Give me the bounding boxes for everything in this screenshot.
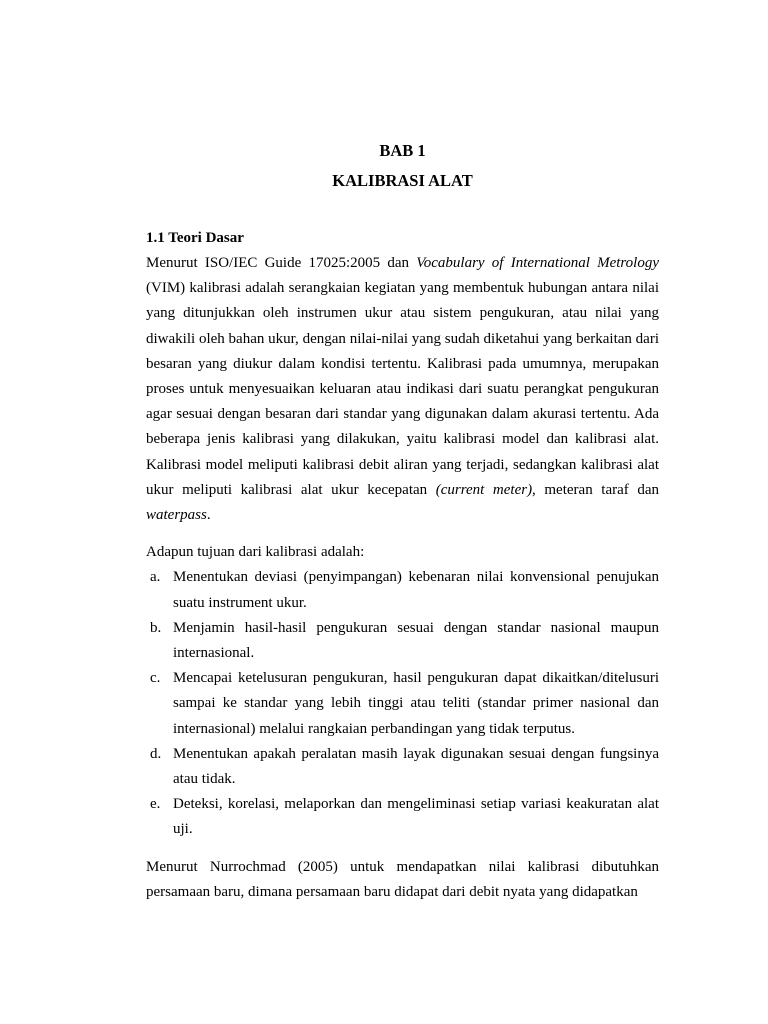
paragraph-text: Menurut ISO/IEC Guide 17025:2005 dan bbox=[146, 255, 417, 271]
chapter-number: BAB 1 bbox=[379, 141, 426, 160]
paragraph-text: ( bbox=[146, 280, 151, 297]
paragraph-text: meteran taraf dan bbox=[535, 481, 659, 498]
list-item bbox=[146, 742, 659, 792]
paragraph-italic-text: Vocabulary of International Metrology bbox=[416, 255, 660, 271]
chapter-title: KALIBRASI ALAT bbox=[332, 171, 473, 190]
section-title: 1.1 Teori Dasar bbox=[146, 230, 244, 246]
list-item bbox=[146, 565, 659, 615]
list-item-text: Menjamin hasil-hasil pengukuran sesuai dengan standar nasional maupun internasional. bbox=[173, 619, 659, 662]
list-marker: c. bbox=[150, 670, 161, 687]
purpose-intro: Adapun tujuan dari kalibrasi adalah: bbox=[146, 544, 365, 561]
list-item bbox=[146, 792, 659, 842]
paragraph-nurrochmad: Menurut Nurrochmad (2005) untuk mendapatkan nilai kalibrasi dibutuhkan persamaan baru, dimana persamaan baru didapat dari debit nyata yang didapatkan bbox=[146, 858, 659, 900]
list-item-text: Mencapai ketelusuran pengukuran, hasil pengukuran dapat dikaitkan/ditelusuri sampai ke standar yang lebih tinggi atau teliti (standar primer nasional dan internasional) melalui rangkaian perbandingan yang tidak terputus. bbox=[173, 670, 659, 737]
chapter-heading bbox=[146, 136, 659, 196]
paragraph-definition bbox=[146, 251, 659, 528]
list-item bbox=[146, 666, 659, 742]
list-marker: d. bbox=[150, 745, 162, 762]
list-marker: a. bbox=[150, 569, 161, 586]
list-marker: b. bbox=[150, 619, 162, 636]
list-item-text: Deteksi, korelasi, melaporkan dan mengeliminasi setiap variasi keakuratan alat uji. bbox=[173, 796, 659, 838]
paragraph-text: . bbox=[206, 507, 211, 524]
paragraph-text: VIM) kalibrasi adalah serangkaian kegiatan yang membentuk hubungan antara nilai yang ditunjukkan oleh instrumen ukur atau sistem pengukuran, atau nilai yang diwakili oleh bahan ukur, dengan nilai-nilai yang sudah diketahui yang berkaitan dari besaran yang diukur dalam kondisi tertentu. Kalibrasi pada umumnya, merupakan proses untuk menyesuaikan keluaran atau indikasi dari suatu perangkat pengukuran agar sesuai dengan besaran dari standar yang digunakan dalam akurasi tertentu. Ada beberapa jenis kalibrasi yang dilakukan, yaitu kalibrasi model dan kalibrasi alat. Kalibrasi model meliputi kalibrasi debit aliran yang terjadi, sedangkan kalibrasi alat ukur meliputi kalibrasi alat ukur kecepatan bbox=[146, 280, 659, 498]
list-item bbox=[146, 616, 659, 666]
list-item-text: Menentukan apakah peralatan masih layak digunakan sesuai dengan fungsinya atau tidak. bbox=[173, 745, 659, 788]
paragraph-italic-text: (current meter), bbox=[435, 481, 536, 498]
paragraph-italic-text: waterpass bbox=[146, 507, 207, 524]
purpose-list bbox=[146, 565, 659, 842]
list-item-text: Menentukan deviasi (penyimpangan) kebenaran nilai konvensional penujukan suatu instrument ukur. bbox=[173, 569, 659, 611]
list-marker: e. bbox=[150, 796, 161, 813]
